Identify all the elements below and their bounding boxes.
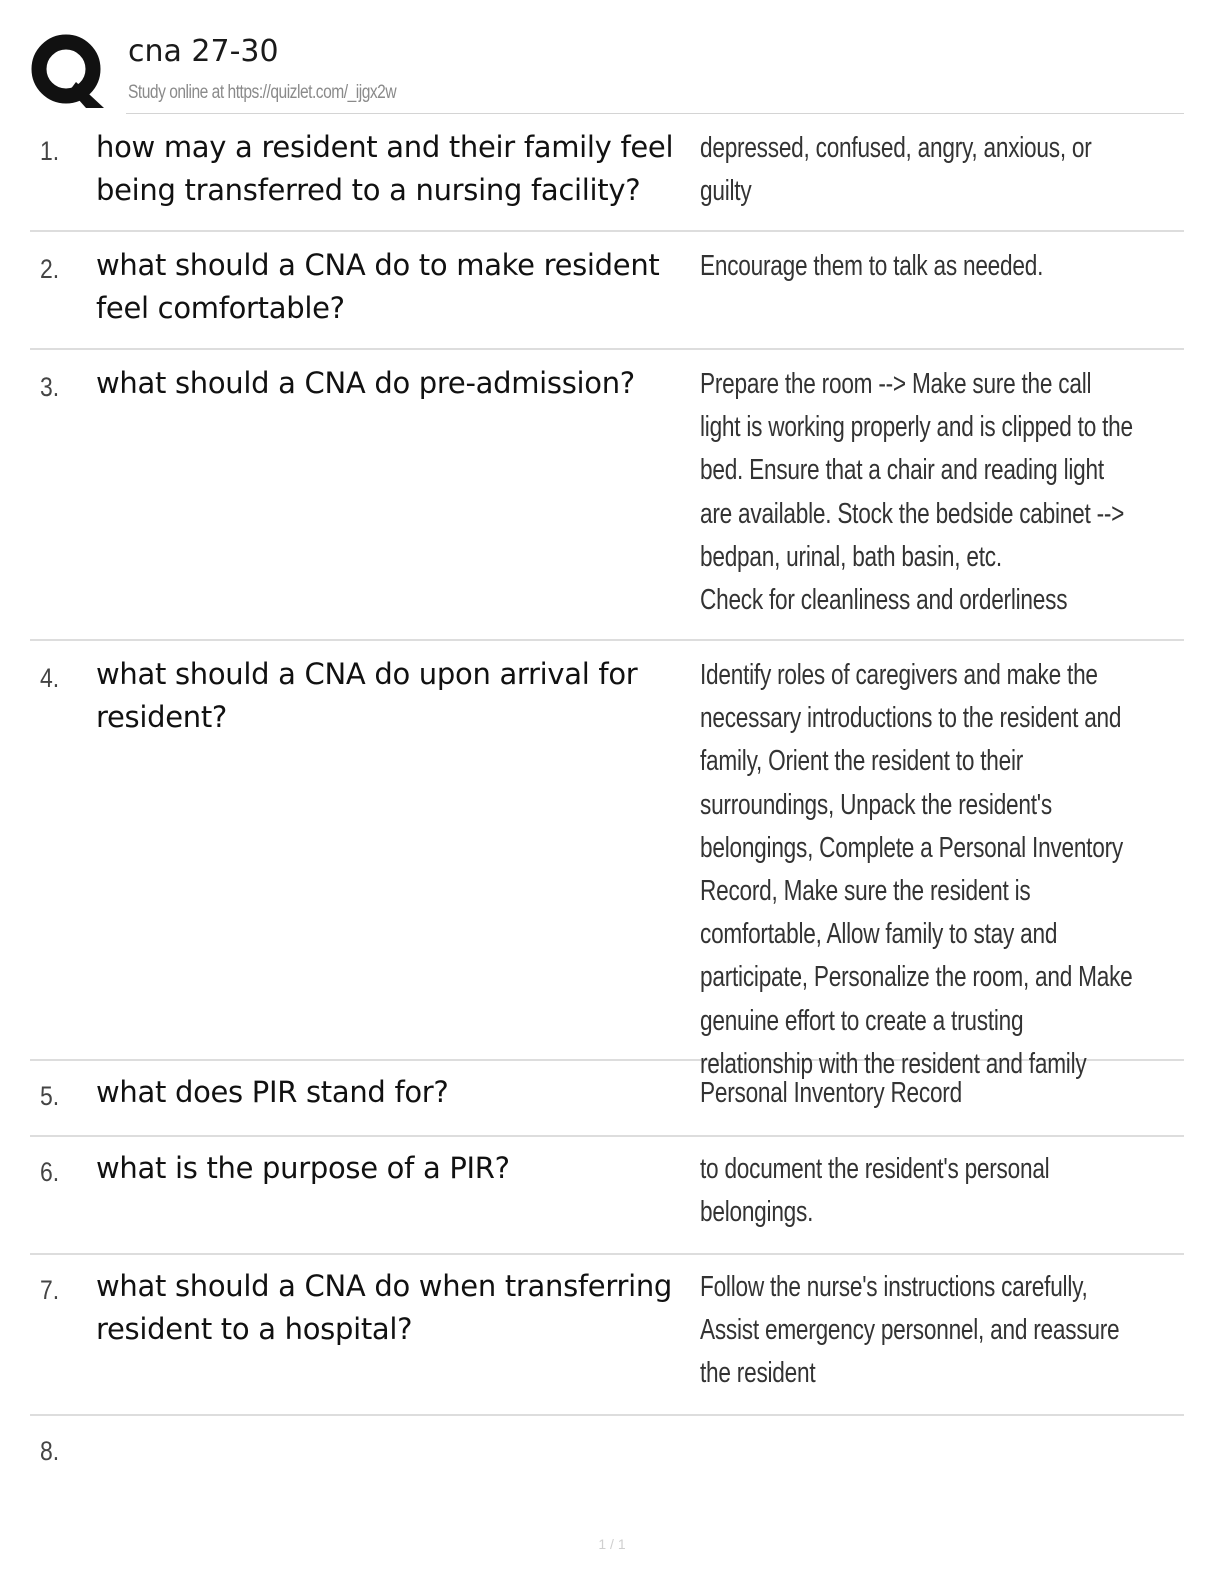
card-term: what does PIR stand for?	[96, 1075, 449, 1109]
card-term: what should a CNA do pre-admission?	[96, 366, 635, 400]
page-header	[30, 28, 1184, 114]
card-term: what is the purpose of a PIR?	[96, 1151, 510, 1185]
card-definition: depressed, confused, angry, anxious, or guilty	[700, 132, 1092, 208]
card-definition: Personal Inventory Record	[700, 1077, 962, 1109]
card-definition: Encourage them to talk as needed.	[700, 250, 1044, 282]
set-title: cna 27-30	[128, 34, 279, 69]
card-row	[30, 1137, 1184, 1255]
card-term: what should a CNA do when transferring resident to a hospital?	[96, 1269, 673, 1346]
card-definition: to document the resident's personal belongings.	[700, 1153, 1050, 1229]
card-term: what should a CNA do to make resident feel comfortable?	[96, 248, 660, 325]
card-term: what should a CNA do upon arrival for resident?	[96, 657, 638, 734]
card-row	[30, 641, 1184, 1080]
card-number: 7.	[40, 1275, 60, 1305]
card-definition: Identify roles of caregivers and make the necessary introductions to the resident and family, Orient the resident to their surroundings, Unpack the resident's belongings, Complete a Personal Inventory Record, Make sure the resident is comfortable, Allow family to stay and participate, Personalize the room, and Make genuine effort to create a trusting relationship with the resident and family	[700, 659, 1133, 1080]
page-number: 1 / 1	[598, 1536, 626, 1552]
card-term: how may a resident and their family feel being transferred to a nursing facility?	[96, 130, 674, 207]
card-number: 3.	[40, 372, 60, 402]
card-number: 6.	[40, 1157, 60, 1187]
card-row	[30, 232, 1184, 350]
card-number: 2.	[40, 254, 60, 284]
card-definition: Prepare the room --> Make sure the call light is working properly and is clipped to the bed. Ensure that a chair and reading light are available. Stock the bedside cabinet --> bedpan, urinal, bath basin, etc. Check for cleanliness and orderliness	[700, 368, 1133, 617]
card-number: 4.	[40, 663, 60, 693]
card-number: 1.	[40, 136, 60, 166]
card-row	[30, 1416, 1184, 1486]
card-row	[30, 1061, 1184, 1137]
card-row	[30, 114, 1184, 232]
quizlet-logo-icon	[30, 32, 108, 110]
card-row	[30, 350, 1184, 641]
card-definition: Follow the nurse's instructions carefully, Assist emergency personnel, and reassure the resident	[700, 1271, 1120, 1390]
card-row	[30, 1255, 1184, 1416]
card-number: 5.	[40, 1081, 60, 1111]
flashcard-list	[30, 114, 1184, 1486]
study-online-link[interactable]: Study online at https://quizlet.com/_ijgx2w	[128, 82, 397, 103]
card-number: 8.	[40, 1436, 60, 1466]
